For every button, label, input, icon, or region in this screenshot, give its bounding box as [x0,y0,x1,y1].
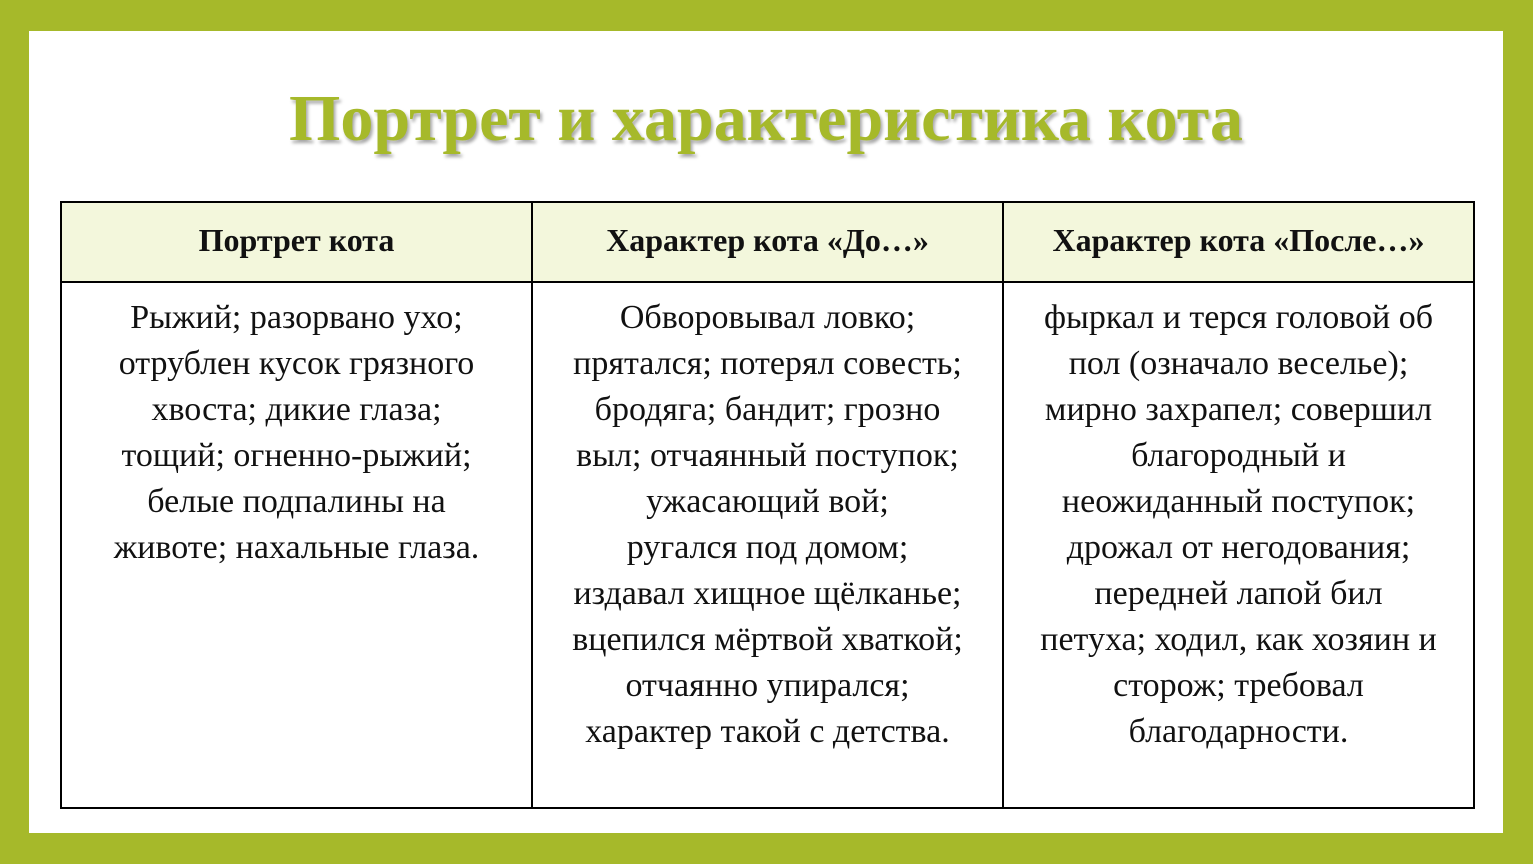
table-header-row [61,202,1474,282]
header-portrait: Портрет кота [61,202,532,282]
header-character-after: Характер кота «После…» [1003,202,1474,282]
header-character-before: Характер кота «До…» [532,202,1003,282]
slide-title: Портрет и характеристика кота [289,82,1243,155]
cat-characteristics-table [60,201,1475,809]
cell-character-after: фыркал и терся головой об пол (означало веселье); мирно захрапел; совершил благородный и неожиданный поступок; дрожал от негодования; передней лапой бил петуха; ходил, как хозяин и сторож; требовал благодарности. [1003,282,1474,808]
slide [29,31,1503,833]
cell-character-before: Обворовывал ловко; прятался; потерял совесть; бродяга; бандит; грозно выл; отчаянный поступок; ужасающий вой; ругался под домом; издавал хищное щёлканье; вцепился мёртвой хваткой; отчаянно упирался; характер такой с детства. [532,282,1003,808]
table-row [61,282,1474,808]
cell-portrait: Рыжий; разорвано ухо; отрублен кусок грязного хвоста; дикие глаза; тощий; огненно-рыжий; белые подпалины на животе; нахальные глаза. [61,282,532,808]
